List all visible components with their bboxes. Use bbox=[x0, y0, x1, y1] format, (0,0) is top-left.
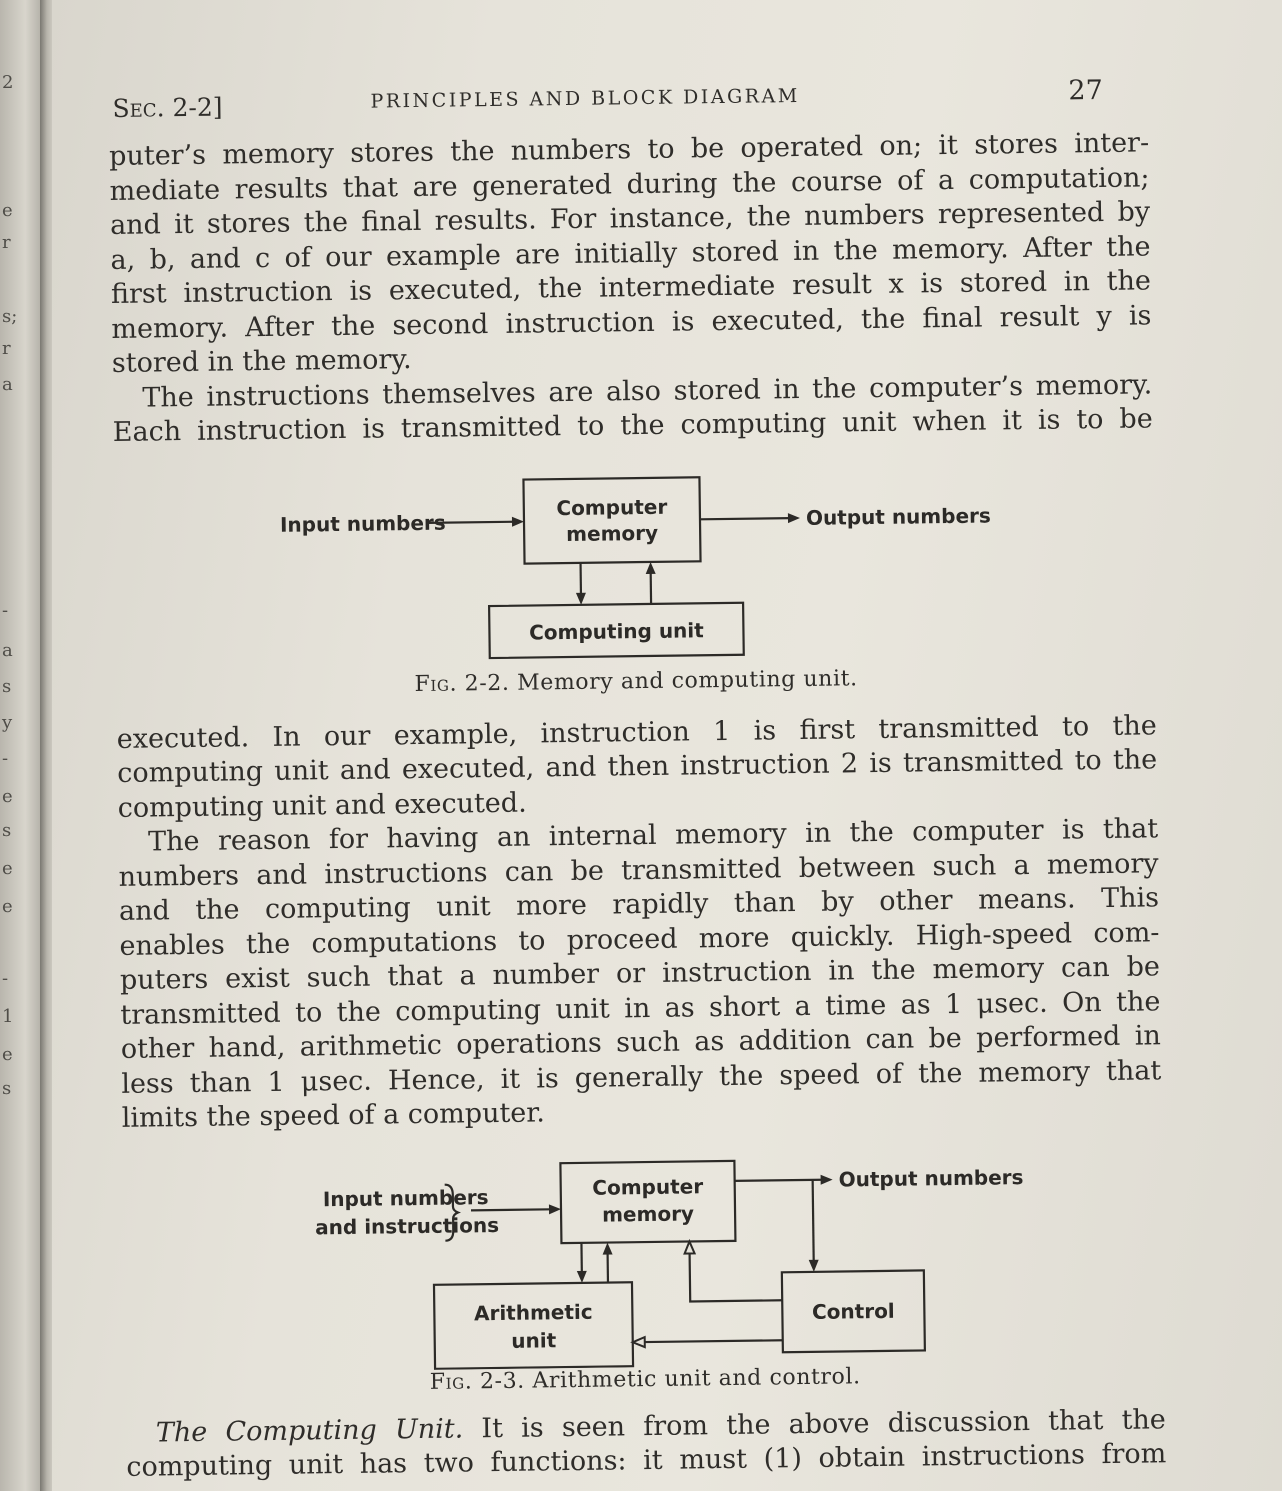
facing-page-fragment: s; bbox=[2, 306, 18, 327]
arrowhead bbox=[577, 1270, 587, 1282]
facing-page-fragment: 1 bbox=[2, 1006, 14, 1027]
text-line: enables the computations to proceed more quickly. High-speed com- bbox=[119, 916, 1160, 962]
hollow-arrowhead bbox=[684, 1241, 694, 1253]
section-heading: The Computing Unit. bbox=[155, 1412, 464, 1448]
input-numbers-label: Input numbers bbox=[279, 510, 446, 537]
facing-page-fragment: s bbox=[2, 676, 12, 697]
arrowhead bbox=[576, 592, 586, 604]
text-line: mediate results that are generated during the course of a computation; bbox=[109, 161, 1150, 207]
arithmetic-label-line2: unit bbox=[511, 1327, 557, 1353]
facing-page-fragment: r bbox=[2, 232, 11, 253]
paragraph-internal-memory bbox=[118, 812, 1162, 1136]
computing-unit-label: Computing unit bbox=[528, 617, 704, 645]
facing-page-fragment: a bbox=[2, 640, 13, 661]
paragraph-instructions-stored bbox=[112, 368, 1153, 451]
facing-page-fragment: - bbox=[2, 968, 9, 989]
control-to-arith-line bbox=[645, 1340, 783, 1342]
page-number: 27 bbox=[1068, 74, 1103, 107]
arithmetic-label-line1: Arithmetic bbox=[473, 1299, 593, 1325]
output-arrow-line bbox=[735, 1179, 823, 1180]
figure-2-2 bbox=[113, 447, 1156, 701]
facing-page-fragment: e bbox=[2, 200, 13, 221]
text-line: limits the speed of a computer. bbox=[121, 1097, 546, 1134]
text-line: less than 1 μsec. Hence, it is generally the speed of the memory that bbox=[121, 1054, 1162, 1100]
text-line: other hand, arithmetic operations such as addition can be performed in bbox=[120, 1020, 1161, 1065]
memory-to-control-line bbox=[813, 1179, 814, 1261]
caption-text: Memory and computing unit. bbox=[516, 665, 858, 696]
facing-page-fragment: y bbox=[2, 712, 13, 733]
facing-page-fragment: - bbox=[2, 748, 9, 769]
input-label-line2: and instructions bbox=[315, 1212, 500, 1239]
input-arrow-line bbox=[471, 1209, 551, 1210]
text-line: computing unit and executed. bbox=[117, 787, 527, 824]
text-line: memory. After the second instruction is executed, the final result y is bbox=[111, 299, 1152, 345]
caption-label: Fig. 2-2. bbox=[414, 670, 510, 697]
diagram-memory-computing-unit bbox=[113, 447, 1156, 676]
text-line: first instruction is executed, the intermediate result x is stored in the bbox=[110, 265, 1152, 310]
text-line: puter’s memory stores the numbers to be operated on; it stores inter- bbox=[108, 127, 1150, 172]
output-numbers-label: Output numbers bbox=[838, 1164, 1024, 1192]
memory-label-line2: memory bbox=[601, 1200, 695, 1227]
text-line: a, b, and c of our example are initially stored in the memory. After the bbox=[110, 230, 1151, 276]
facing-page-fragment: e bbox=[2, 896, 13, 917]
text-line: computing unit has two functions: it must (1) obtain instructions from bbox=[126, 1438, 1167, 1483]
paragraph-executed bbox=[117, 709, 1158, 826]
section-reference: Sec. 2-2] bbox=[112, 92, 223, 123]
facing-page-fragment: e bbox=[2, 786, 13, 807]
output-arrow-line bbox=[700, 518, 790, 519]
memory-label-line1: Computer bbox=[556, 494, 668, 520]
control-label: Control bbox=[811, 1298, 895, 1324]
text-line: stored in the memory. bbox=[111, 344, 412, 379]
caption-text: Arithmetic unit and control. bbox=[532, 1363, 861, 1394]
text-line: and the computing unit more rapidly than by other means. This bbox=[118, 882, 1160, 927]
arrowhead bbox=[512, 516, 524, 526]
text-line: transmitted to the computing unit in as short a time as 1 μsec. On the bbox=[120, 985, 1161, 1031]
facing-page-fragment: - bbox=[2, 600, 9, 621]
memory-label-line2: memory bbox=[566, 520, 659, 546]
text-line: computing unit and executed, and then instruction 2 is transmitted to the bbox=[117, 744, 1158, 789]
facing-page-fragment: a bbox=[2, 374, 13, 395]
running-title: PRINCIPLES AND BLOCK DIAGRAM bbox=[370, 84, 800, 113]
output-numbers-label: Output numbers bbox=[805, 502, 991, 530]
arrowhead bbox=[646, 561, 656, 573]
hollow-arrowhead bbox=[633, 1337, 645, 1347]
facing-page-fragment: s bbox=[2, 1078, 12, 1099]
facing-page-fragment: e bbox=[2, 858, 13, 879]
facing-page-fragment: r bbox=[2, 338, 11, 359]
arrowhead bbox=[809, 1259, 819, 1271]
running-header bbox=[108, 52, 1149, 126]
facing-page-fragment: 2 bbox=[2, 72, 14, 93]
control-to-memory-line bbox=[690, 1250, 783, 1301]
arithmetic-unit-box bbox=[434, 1282, 633, 1369]
input-label-line1: Input numbers bbox=[322, 1184, 489, 1211]
arrowhead bbox=[821, 1174, 833, 1184]
text-line: The reason for having an internal memory in the computer is that bbox=[147, 813, 1159, 858]
facing-page-fragment: s bbox=[2, 820, 12, 841]
text-line: puters exist such that a number or instruction in the memory can be bbox=[119, 951, 1161, 996]
paragraph-memory-stores bbox=[109, 126, 1152, 381]
page-content bbox=[108, 52, 1166, 1485]
text-line: executed. In our example, instruction 1 is first transmitted to the bbox=[116, 709, 1157, 755]
diagram-arithmetic-control bbox=[122, 1135, 1165, 1374]
text-line: and it stores the final results. For instance, the numbers represented by bbox=[109, 196, 1151, 241]
caption-label: Fig. 2-3. bbox=[429, 1368, 525, 1395]
text-line: Each instruction is transmitted to the computing unit when it is to be bbox=[112, 403, 1153, 448]
text-line: numbers and instructions can be transmitted between such a memory bbox=[118, 847, 1159, 893]
figure-2-3 bbox=[122, 1135, 1165, 1399]
arrowhead bbox=[549, 1204, 561, 1214]
arrowhead bbox=[602, 1242, 612, 1254]
facing-page-fragment: e bbox=[2, 1044, 13, 1065]
arrowhead bbox=[788, 512, 800, 522]
book-page bbox=[52, 0, 1282, 1491]
text-line: The instructions themselves are also stored in the computer’s memory. bbox=[142, 368, 1153, 414]
memory-label-line1: Computer bbox=[592, 1173, 704, 1200]
text-span: It is seen from the above discussion that the bbox=[481, 1403, 1166, 1444]
paragraph-computing-unit bbox=[126, 1403, 1167, 1486]
